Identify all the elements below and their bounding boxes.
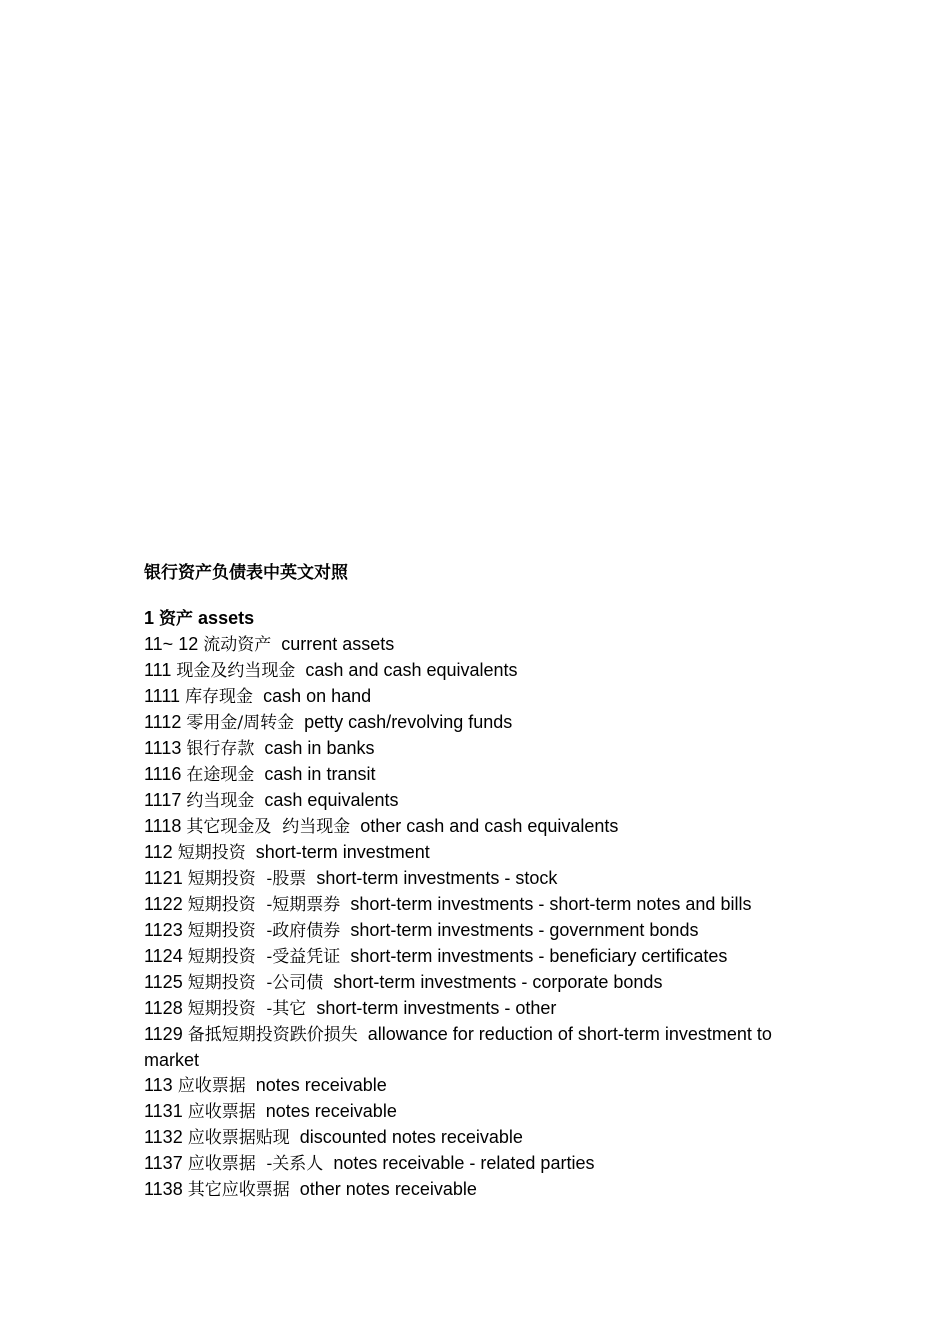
item-zh: 应收票据贴现 <box>187 1128 290 1148</box>
list-item <box>144 1177 814 1203</box>
item-zh: 短期投资 -股票 <box>187 869 307 889</box>
item-en: allowance for reduction of short-term investment to market <box>144 1024 777 1070</box>
item-code: 1117 <box>144 790 182 810</box>
item-zh: 流动资产 <box>203 635 272 655</box>
item-en: petty cash/revolving funds <box>304 712 513 732</box>
item-zh: 库存现金 <box>185 687 254 707</box>
item-zh: 现金及约当现金 <box>176 661 296 681</box>
item-zh: 应收票据 <box>177 1076 246 1096</box>
item-zh: 银行存款 <box>186 739 255 759</box>
list-item <box>144 892 814 918</box>
list-item <box>144 970 814 996</box>
section-en: assets <box>198 608 255 628</box>
list-item <box>144 1099 814 1125</box>
item-zh: 短期投资 -政府债券 <box>187 921 341 941</box>
section-zh: 资产 <box>159 609 194 629</box>
item-zh: 短期投资 -公司债 <box>187 973 324 993</box>
list-item <box>144 944 814 970</box>
item-en: cash and cash equivalents <box>305 660 518 680</box>
item-en: other notes receivable <box>299 1179 477 1199</box>
item-code: 1131 <box>144 1101 183 1121</box>
list-item <box>144 1151 814 1177</box>
item-code: 11~ 12 <box>144 634 199 654</box>
item-en: discounted notes receivable <box>299 1127 523 1147</box>
item-en: short-term investments - short-term notes and bills <box>350 894 752 914</box>
item-code: 1137 <box>144 1153 183 1173</box>
list-item <box>144 658 814 684</box>
item-en: notes receivable - related parties <box>333 1153 595 1173</box>
item-code: 1129 <box>144 1024 183 1044</box>
item-zh: 备抵短期投资跌价损失 <box>187 1025 358 1045</box>
list-item <box>144 1022 814 1073</box>
item-code: 1118 <box>144 816 182 836</box>
item-en: cash on hand <box>263 686 372 706</box>
item-en: notes receivable <box>265 1101 397 1121</box>
list-item <box>144 788 814 814</box>
item-code: 1132 <box>144 1127 183 1147</box>
list-item <box>144 710 814 736</box>
item-zh: 短期投资 -短期票券 <box>187 895 341 915</box>
item-zh: 应收票据 <box>187 1102 256 1122</box>
item-code: 1125 <box>144 972 183 992</box>
item-code: 1112 <box>144 712 182 732</box>
list-item <box>144 632 814 658</box>
item-code: 1124 <box>144 946 183 966</box>
list-item <box>144 684 814 710</box>
item-zh: 短期投资 -受益凭证 <box>187 947 341 967</box>
item-en: notes receivable <box>255 1075 387 1095</box>
list-item <box>144 1073 814 1099</box>
item-en: short-term investments - other <box>316 998 557 1018</box>
item-en: cash in banks <box>264 738 375 758</box>
list-item <box>144 866 814 892</box>
document-body <box>144 560 814 1203</box>
item-zh: 短期投资 -其它 <box>187 999 307 1019</box>
item-zh: 约当现金 <box>186 791 255 811</box>
item-code: 112 <box>144 842 173 862</box>
section-heading-assets <box>144 606 814 632</box>
item-code: 1111 <box>144 686 181 706</box>
list-item <box>144 736 814 762</box>
item-en: cash in transit <box>264 764 376 784</box>
item-code: 111 <box>144 660 172 680</box>
item-zh: 其它现金及 约当现金 <box>186 817 351 837</box>
list-item <box>144 1125 814 1151</box>
item-en: other cash and cash equivalents <box>360 816 619 836</box>
item-code: 1123 <box>144 920 183 940</box>
item-code: 1113 <box>144 738 182 758</box>
item-zh: 应收票据 -关系人 <box>187 1154 324 1174</box>
item-en: cash equivalents <box>264 790 399 810</box>
item-en: short-term investment <box>255 842 430 862</box>
document-title: 银行资产负债表中英文对照 <box>144 563 348 582</box>
item-en: short-term investments - government bonds <box>350 920 699 940</box>
item-zh: 短期投资 <box>177 843 246 863</box>
item-zh: 零用金/周转金 <box>186 713 295 733</box>
item-code: 1128 <box>144 998 183 1018</box>
item-code: 1121 <box>144 868 183 888</box>
list-item <box>144 996 814 1022</box>
item-en: short-term investments - corporate bonds <box>333 972 663 992</box>
item-zh: 在途现金 <box>186 765 255 785</box>
item-code: 113 <box>144 1075 173 1095</box>
list-item <box>144 814 814 840</box>
list-item <box>144 762 814 788</box>
section-code: 1 <box>144 608 155 628</box>
list-item <box>144 840 814 866</box>
item-code: 1116 <box>144 764 182 784</box>
list-item <box>144 918 814 944</box>
item-zh: 其它应收票据 <box>187 1180 290 1200</box>
item-en: current assets <box>281 634 395 654</box>
item-en: short-term investments - beneficiary certificates <box>350 946 728 966</box>
item-code: 1122 <box>144 894 183 914</box>
item-en: short-term investments - stock <box>316 868 558 888</box>
item-code: 1138 <box>144 1179 183 1199</box>
